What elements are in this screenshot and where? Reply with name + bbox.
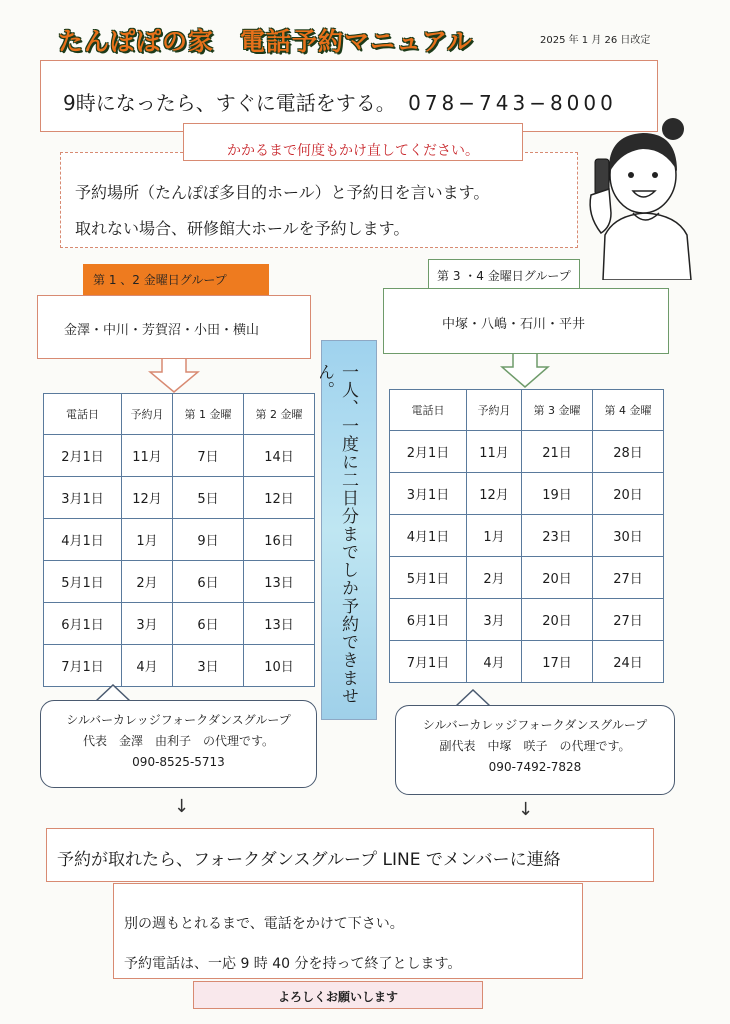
call-instruction-box	[40, 60, 658, 132]
table-row	[390, 599, 664, 641]
table-row	[44, 603, 315, 645]
table-cell: 4月	[122, 645, 173, 687]
table-cell: 17日	[522, 641, 593, 683]
table-cell: 3月1日	[44, 477, 122, 519]
table-cell: 4月	[467, 641, 522, 683]
table-header-cell: 第 3 金曜	[522, 390, 593, 431]
closing-line-1: 別の週もとれるまで、電話をかけて下さい。	[124, 916, 404, 932]
closing-line-2: 予約電話は、一応 9 時 40 分を持って終了とします。	[124, 956, 462, 972]
table-cell: 16日	[244, 519, 315, 561]
table-cell: 1月	[467, 515, 522, 557]
table-cell: 5日	[173, 477, 244, 519]
table-cell: 24日	[593, 641, 664, 683]
table-cell: 20日	[522, 599, 593, 641]
procedure-line-1: 予約場所（たんぽぽ多目的ホール）と予約日を言います。	[75, 183, 490, 202]
table-cell: 11月	[122, 435, 173, 477]
table-cell: 21日	[522, 431, 593, 473]
table-cell: 10日	[244, 645, 315, 687]
table-cell: 5月1日	[44, 561, 122, 603]
table-header-cell: 予約月	[467, 390, 522, 431]
table-header-cell: 第 4 金曜	[593, 390, 664, 431]
callout-line: シルバーカレッジフォークダンスグループ	[422, 718, 648, 732]
table-cell: 23日	[522, 515, 593, 557]
group2-members: 中塚・八嶋・石川・平井	[383, 288, 669, 354]
callout-phone: 090-8525-5713	[132, 755, 225, 769]
table-cell: 12月	[122, 477, 173, 519]
table-cell: 13日	[244, 561, 315, 603]
call-instruction-text: 9時になったら、すぐに電話をする。	[63, 91, 396, 115]
table-row	[44, 519, 315, 561]
table-cell: 9日	[173, 519, 244, 561]
down-arrow-icon: ↓	[174, 796, 190, 817]
group1-tag: 第 1 、2 金曜日グループ	[83, 264, 269, 296]
table-cell: 7月1日	[390, 641, 467, 683]
table-cell: 2月1日	[390, 431, 467, 473]
table-cell: 3日	[173, 645, 244, 687]
callout-line: 副代表 中塚 咲子 の代理です。	[439, 739, 631, 753]
table-row	[44, 645, 315, 687]
table-cell: 6月1日	[390, 599, 467, 641]
table-row	[390, 473, 664, 515]
table-row	[44, 435, 315, 477]
closing-box	[113, 883, 583, 979]
page-title: たんぽぽの家 電話予約マニュアル	[58, 27, 474, 56]
table-cell: 14日	[244, 435, 315, 477]
table-cell: 12月	[467, 473, 522, 515]
table-cell: 7月1日	[44, 645, 122, 687]
table-row	[390, 641, 664, 683]
revision-date: 2025 年 1 月 26 日改定	[540, 35, 651, 46]
procedure-line-2: 取れない場合、研修館大ホールを予約します。	[75, 219, 410, 238]
table-header-row	[390, 390, 664, 431]
down-arrow-icon: ↓	[518, 799, 534, 820]
group2-schedule-table	[389, 389, 664, 683]
table-cell: 13日	[244, 603, 315, 645]
table-cell: 27日	[593, 599, 664, 641]
table-header-cell: 電話日	[44, 394, 122, 435]
group1-down-arrow-icon	[148, 358, 200, 394]
group1-schedule-table	[43, 393, 315, 687]
table-header-cell: 電話日	[390, 390, 467, 431]
group2-tag: 第 3 ・4 金曜日グループ	[428, 259, 580, 289]
callout-line: シルバーカレッジフォークダンスグループ	[66, 713, 291, 727]
table-cell: 4月1日	[390, 515, 467, 557]
table-cell: 1月	[122, 519, 173, 561]
table-row	[390, 431, 664, 473]
table-row	[44, 477, 315, 519]
table-header-row	[44, 394, 315, 435]
procedure-box	[60, 152, 578, 248]
table-cell: 2月1日	[44, 435, 122, 477]
table-cell: 6月1日	[44, 603, 122, 645]
table-cell: 19日	[522, 473, 593, 515]
phone-number: 078−743−8000	[408, 91, 617, 115]
table-cell: 3月	[467, 599, 522, 641]
table-cell: 6日	[173, 561, 244, 603]
table-cell: 2月	[122, 561, 173, 603]
group2-down-arrow-icon	[500, 353, 550, 389]
table-cell: 30日	[593, 515, 664, 557]
table-cell: 27日	[593, 557, 664, 599]
table-cell: 11月	[467, 431, 522, 473]
table-cell: 4月1日	[44, 519, 122, 561]
table-row	[390, 557, 664, 599]
table-cell: 20日	[522, 557, 593, 599]
table-cell: 28日	[593, 431, 664, 473]
group1-proxy-callout	[40, 700, 317, 788]
woman-phone-icon	[585, 115, 705, 280]
group1-members: 金澤・中川・芳賀沼・小田・横山	[37, 295, 311, 359]
callout-line: 代表 金澤 由利子 の代理です。	[82, 734, 275, 748]
booking-limit-notice: 一人、一度に二日分までしか予約できません。	[321, 340, 377, 720]
table-cell: 3月1日	[390, 473, 467, 515]
table-cell: 3月	[122, 603, 173, 645]
line-contact-notice: 予約が取れたら、フォークダンスグループ LINE でメンバーに連絡	[46, 828, 654, 882]
table-row	[44, 561, 315, 603]
table-header-cell: 予約月	[122, 394, 173, 435]
table-cell: 7日	[173, 435, 244, 477]
table-cell: 12日	[244, 477, 315, 519]
table-cell: 2月	[467, 557, 522, 599]
footer-ribbon: よろしくお願いします	[193, 981, 483, 1009]
group2-proxy-callout	[395, 705, 675, 795]
table-cell: 5月1日	[390, 557, 467, 599]
table-cell: 20日	[593, 473, 664, 515]
callout-phone: 090-7492-7828	[488, 760, 582, 774]
table-header-cell: 第 1 金曜	[173, 394, 244, 435]
table-row	[390, 515, 664, 557]
table-cell: 6日	[173, 603, 244, 645]
retry-note: かかるまで何度もかけ直してください。	[183, 123, 523, 161]
table-header-cell: 第 2 金曜	[244, 394, 315, 435]
